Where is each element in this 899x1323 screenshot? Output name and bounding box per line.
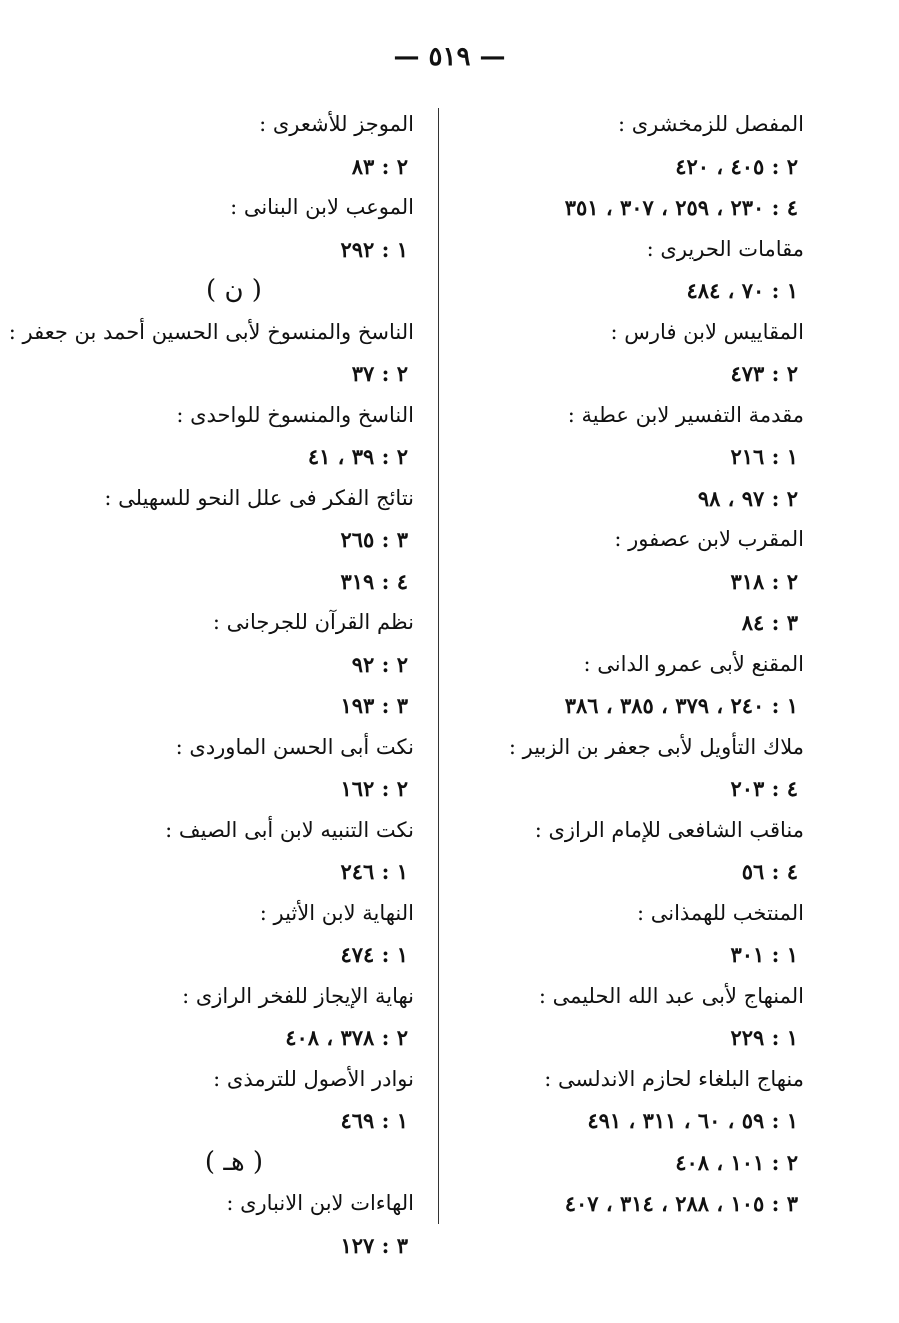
book-title: الموعب لابن البنانى : xyxy=(230,195,414,219)
volume-page-reference: ٣ : ١٩٣ xyxy=(340,693,408,718)
book-title: النهاية لابن الأثير : xyxy=(259,900,414,925)
volume-page-reference: ١ : ٢٢٩ xyxy=(730,1025,798,1050)
volume-page-reference: ٢ : ١٦٢ xyxy=(340,776,408,801)
book-title: نكت التنبيه لابن أبى الصيف : xyxy=(165,817,414,842)
volume-page-reference: ٤ : ٣١٩ xyxy=(340,568,408,594)
volume-page-reference: ١ : ٢٤٦ xyxy=(340,859,408,884)
book-title: المنهاج لأبى عبد الله الحليمى : xyxy=(538,983,804,1008)
volume-page-reference: ٢ : ٤٧٣ xyxy=(730,361,798,386)
page-number: — ٥١٩ — xyxy=(393,42,506,72)
left-column xyxy=(8,104,414,1266)
book-title: الموجز للأشعرى : xyxy=(259,112,414,136)
volume-page-reference: ١ : ٢١٦ xyxy=(730,444,798,469)
book-title: المفصل للزمخشرى : xyxy=(617,112,804,136)
book-title: المقرب لابن عصفور : xyxy=(614,527,804,551)
volume-page-reference: ٢ : ٨٣ xyxy=(351,153,408,179)
volume-page-reference: ١ : ٢٤٠ ، ٣٧٩ ، ٣٨٥ ، ٣٨٦ xyxy=(564,693,798,718)
volume-page-reference: ٤ : ٥٦ xyxy=(741,859,798,884)
volume-page-reference: ٣ : ٢٦٥ xyxy=(340,527,408,552)
book-title: الناسخ والمنسوخ لأبى الحسين أحمد بن جعفر : xyxy=(8,319,414,344)
volume-page-reference: ٣ : ٨٤ xyxy=(741,610,798,635)
volume-page-reference: ٢ : ٣٩ ، ٤١ xyxy=(307,444,408,469)
volume-page-reference: ٤ : ٢٠٣ xyxy=(730,776,798,801)
book-title: منهاج البلغاء لحازم الاندلسى : xyxy=(544,1066,804,1091)
book-title: نهاية الإيجاز للفخر الرازى : xyxy=(182,983,414,1008)
volume-page-reference: ٣ : ١٠٥ ، ٢٨٨ ، ٣١٤ ، ٤٠٧ xyxy=(564,1191,798,1216)
book-title: نتائج الفكر فى علل النحو للسهيلى : xyxy=(104,485,414,510)
volume-page-reference: ١ : ٧٠ ، ٤٨٤ xyxy=(686,278,798,303)
book-title: الناسخ والمنسوخ للواحدى : xyxy=(176,402,414,427)
book-title: ملاك التأويل لأبى جعفر بن الزبير : xyxy=(508,734,804,759)
volume-page-reference: ٢ : ٣٧ xyxy=(351,361,408,386)
volume-page-reference: ٢ : ٤٠٥ ، ٤٢٠ xyxy=(675,153,798,179)
volume-page-reference: ٢ : ٣٧٨ ، ٤٠٨ xyxy=(285,1025,408,1050)
volume-page-reference: ٢ : ٣١٨ xyxy=(730,568,798,594)
volume-page-reference: ١ : ٣٠١ xyxy=(730,942,798,967)
book-title: الهاءات لابن الانبارى : xyxy=(226,1191,414,1215)
volume-page-reference: ٤ : ٢٣٠ ، ٢٥٩ ، ٣٠٧ ، ٣٥١ xyxy=(564,195,798,220)
volume-page-reference: ١ : ٤٦٩ xyxy=(340,1108,408,1133)
right-column xyxy=(484,104,804,1225)
letter-heading: ( هـ ) xyxy=(204,1146,264,1177)
volume-page-reference: ٢ : ١٠١ ، ٤٠٨ xyxy=(675,1149,798,1175)
column-divider xyxy=(438,108,439,1224)
book-title: مناقب الشافعى للإمام الرازى : xyxy=(534,817,804,842)
book-title: نوادر الأصول للترمذى : xyxy=(213,1066,414,1091)
volume-page-reference: ١ : ٤٧٤ xyxy=(340,942,408,967)
book-title: المقنع لأبى عمرو الدانى : xyxy=(583,651,804,676)
volume-page-reference: ٢ : ٩٢ xyxy=(351,651,408,677)
letter-heading: ( ن ) xyxy=(206,275,262,305)
volume-page-reference: ١ : ٥٩ ، ٦٠ ، ٣١١ ، ٤٩١ xyxy=(587,1108,798,1133)
volume-page-reference: ٣ : ١٢٧ xyxy=(340,1232,408,1258)
book-title: نظم القرآن للجرجانى : xyxy=(212,610,414,634)
volume-page-reference: ٢ : ٩٧ ، ٩٨ xyxy=(697,485,798,511)
book-title: المنتخب للهمذانى : xyxy=(636,900,804,925)
book-title: المقاييس لابن فارس : xyxy=(610,319,804,344)
book-title: مقامات الحريرى : xyxy=(646,236,804,261)
book-title: مقدمة التفسير لابن عطية : xyxy=(567,402,804,427)
volume-page-reference: ١ : ٢٩٢ xyxy=(340,236,408,262)
book-title: نكت أبى الحسن الماوردى : xyxy=(175,734,414,759)
